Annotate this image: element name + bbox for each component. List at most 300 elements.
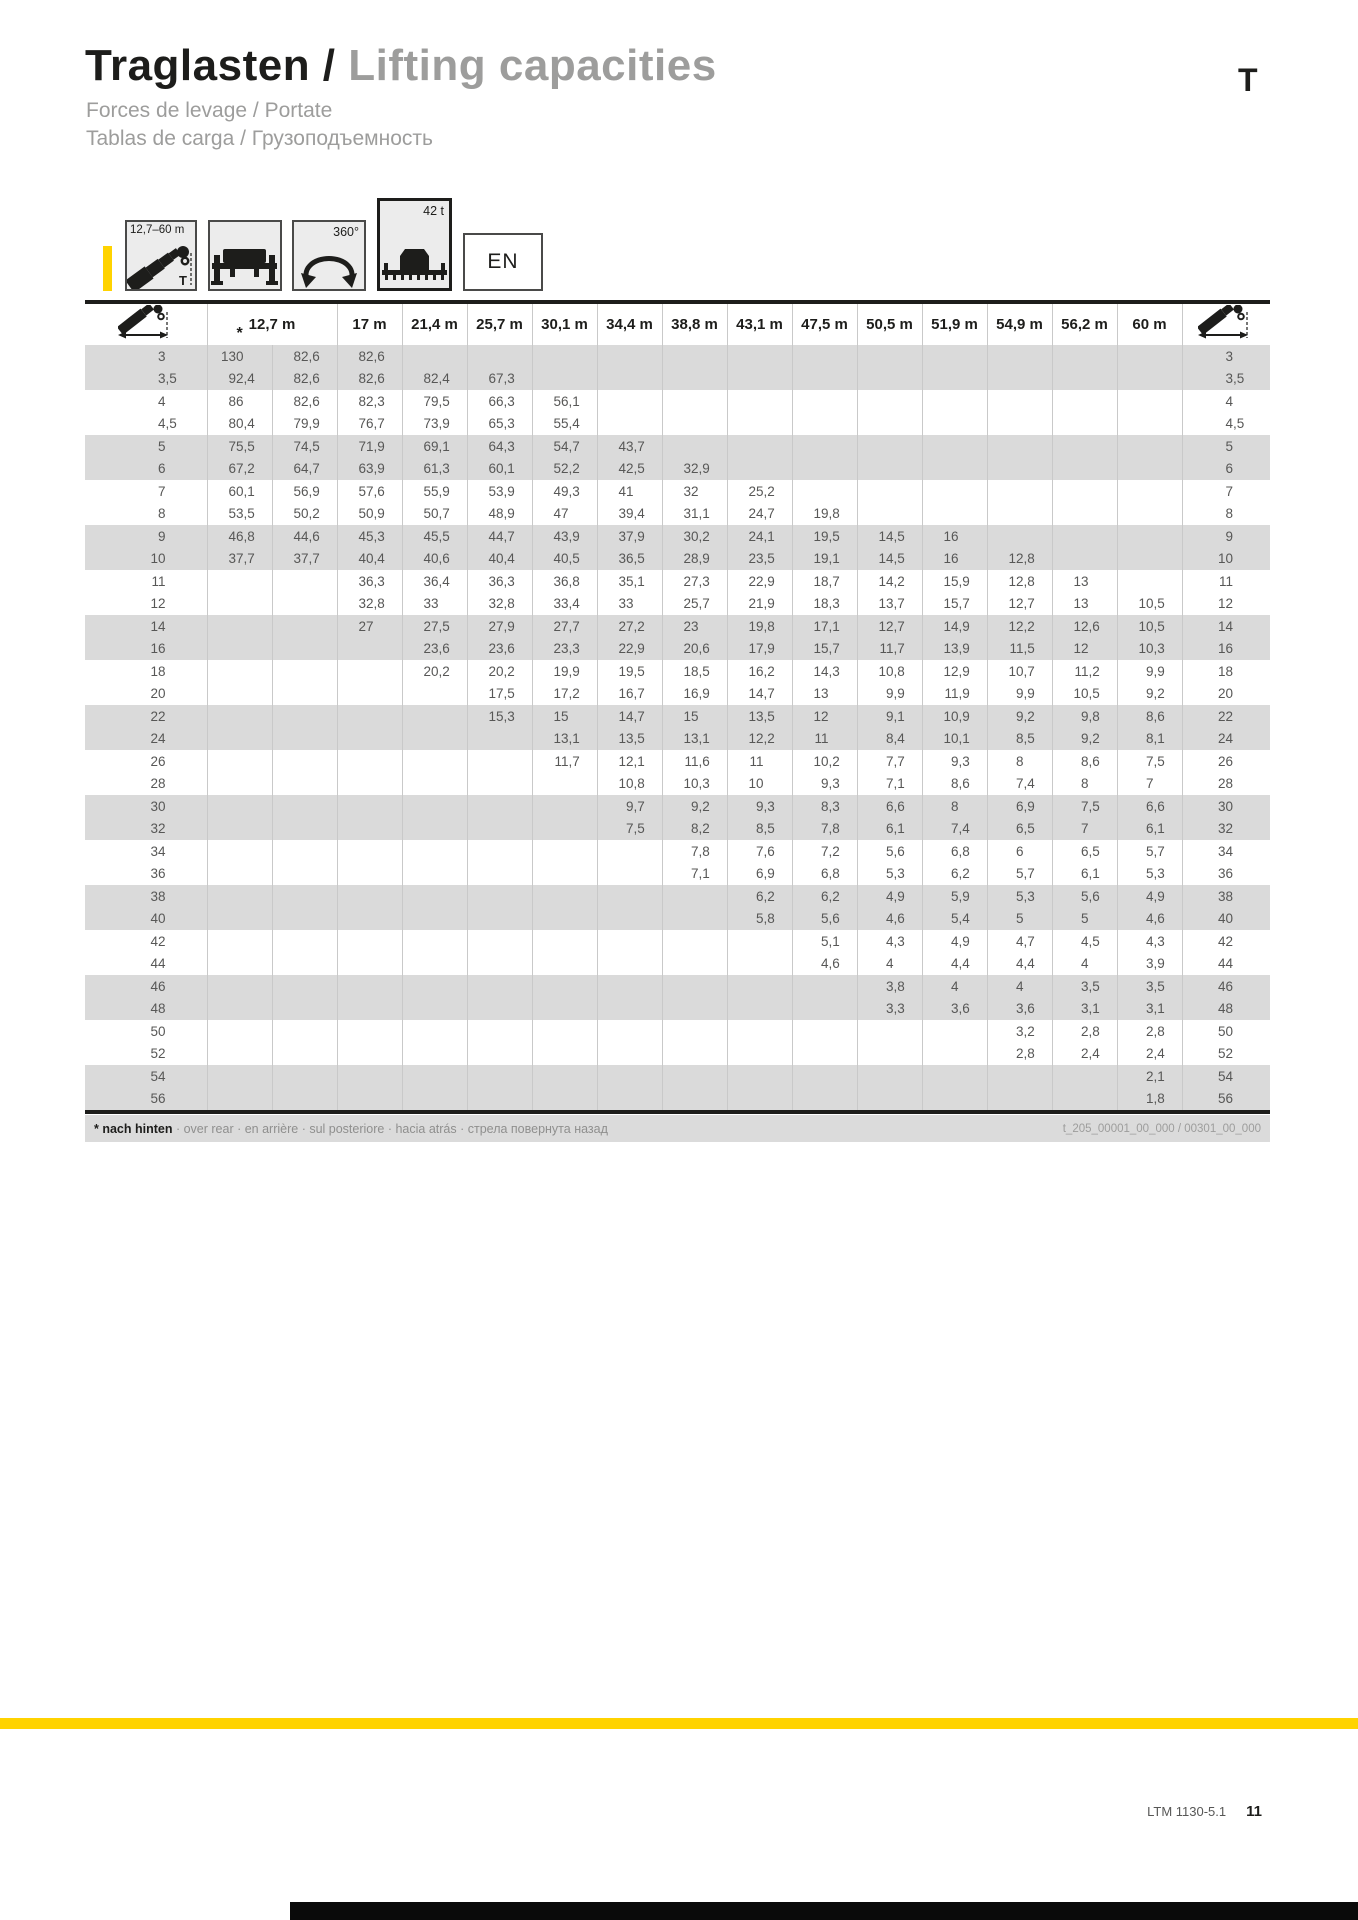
capacity-cell: 19 ,8 [792, 503, 857, 526]
capacity-cell [662, 435, 727, 458]
capacity-cell: 9 ,3 [792, 773, 857, 796]
capacity-cell: 5 ,7 [987, 863, 1052, 886]
radius-cell-right: 50 [1182, 1020, 1270, 1043]
capacity-cell [597, 930, 662, 953]
capacity-cell: 8 ,6 [1117, 705, 1182, 728]
capacity-cell [662, 930, 727, 953]
table-row [85, 638, 1270, 661]
capacity-cell: 86 [207, 390, 272, 413]
capacity-cell: 33 [597, 593, 662, 616]
table-row [85, 773, 1270, 796]
capacity-cell: 5 ,9 [922, 885, 987, 908]
capacity-cell [402, 795, 467, 818]
capacity-cell [272, 795, 337, 818]
radius-cell-left: 28 [150, 776, 166, 791]
capacity-cell [662, 1065, 727, 1088]
capacity-cell: 8 ,2 [662, 818, 727, 841]
capacity-cell: 8 ,1 [1117, 728, 1182, 751]
capacity-cell [1117, 480, 1182, 503]
capacity-cell: 44 ,6 [272, 525, 337, 548]
capacity-cell: 8 ,3 [792, 795, 857, 818]
radius-cell-left: 4 ,5 [157, 416, 177, 431]
capacity-cell [272, 818, 337, 841]
radius-cell-right: 56 [1182, 1088, 1270, 1113]
capacity-cell: 22 ,9 [597, 638, 662, 661]
capacity-cell [1052, 1065, 1117, 1088]
capacity-cell: 10 ,5 [1117, 615, 1182, 638]
capacity-cell [532, 975, 597, 998]
capacity-cell [207, 1088, 272, 1113]
capacity-cell [467, 773, 532, 796]
radius-cell-left: 20 [150, 686, 166, 701]
radius-cell-left: 56 [85, 1088, 207, 1113]
capacity-cell: 73 ,9 [402, 413, 467, 436]
capacity-cell [467, 1065, 532, 1088]
capacity-cell [272, 593, 337, 616]
capacity-cell [402, 683, 467, 706]
capacity-cell: 10 ,3 [1117, 638, 1182, 661]
radius-cell-right: 54 [1182, 1065, 1270, 1088]
capacity-cell [402, 818, 467, 841]
capacity-cell: 36 ,4 [402, 570, 467, 593]
capacity-cell: 13 ,7 [857, 593, 922, 616]
capacity-cell [597, 975, 662, 998]
rotation-label: 360° [333, 225, 359, 239]
capacity-cell [467, 1088, 532, 1113]
capacity-cell: 20 ,2 [467, 660, 532, 683]
radius-cell-right: 7 [1182, 480, 1270, 503]
capacity-cell [792, 975, 857, 998]
capacity-cell [792, 458, 857, 481]
capacity-cell: 24 ,7 [727, 503, 792, 526]
table-row [85, 818, 1270, 841]
capacity-cell: 3 ,5 [1117, 975, 1182, 998]
page-subtitle-es-ru: Tablas de carga / Грузоподъемность [86, 127, 433, 150]
capacity-cell [662, 390, 727, 413]
capacity-cell: 7 [1052, 818, 1117, 841]
column-header: 34,4 m [597, 302, 662, 345]
capacity-cell: 15 ,7 [792, 638, 857, 661]
capacity-cell: 16 [922, 525, 987, 548]
capacity-cell [1117, 435, 1182, 458]
radius-cell-left: 38 [85, 885, 207, 908]
capacity-cell [922, 368, 987, 391]
radius-cell-right: 38 [1182, 885, 1270, 908]
capacity-cell [467, 818, 532, 841]
capacity-cell [272, 908, 337, 931]
capacity-cell: 53 ,5 [207, 503, 272, 526]
capacity-cell [272, 975, 337, 998]
capacity-cell: 2 ,1 [1117, 1065, 1182, 1088]
capacity-cell [597, 1020, 662, 1043]
capacity-cell: 48 ,9 [467, 503, 532, 526]
capacity-cell [727, 1043, 792, 1066]
capacity-cell: 13 [1052, 570, 1117, 593]
capacity-cell: 10 ,5 [1117, 593, 1182, 616]
capacity-cell: 14 ,3 [792, 660, 857, 683]
capacity-cell: 50 ,2 [272, 503, 337, 526]
radius-cell-right: 32 [1182, 818, 1270, 841]
capacity-cell [337, 840, 402, 863]
capacity-cell [337, 638, 402, 661]
capacity-cell: 11 ,9 [922, 683, 987, 706]
capacity-cell [402, 885, 467, 908]
radius-cell-right: 11 [1182, 570, 1270, 593]
capacity-cell [337, 998, 402, 1021]
table-row [85, 1020, 1270, 1043]
table-row [85, 390, 1270, 413]
capacity-cell [337, 818, 402, 841]
capacity-cell [727, 1020, 792, 1043]
capacity-cell [662, 908, 727, 931]
footnote [94, 1122, 608, 1136]
table-row [85, 593, 1270, 616]
capacity-cell [207, 885, 272, 908]
section-letter: T [1238, 62, 1258, 98]
capacity-cell: 10 ,3 [662, 773, 727, 796]
radius-cell-right: 6 [1182, 458, 1270, 481]
capacity-cell [597, 390, 662, 413]
capacity-cell [1052, 390, 1117, 413]
capacity-cell [792, 368, 857, 391]
capacity-cell: 45 ,5 [402, 525, 467, 548]
capacity-cell: 46 ,8 [207, 525, 272, 548]
capacity-cell [792, 480, 857, 503]
capacity-cell [1052, 413, 1117, 436]
radius-cell-left: 40 [85, 908, 207, 931]
capacity-cell: 7 ,6 [727, 840, 792, 863]
capacity-cell: 55 ,9 [402, 480, 467, 503]
table-row [85, 480, 1270, 503]
capacity-cell [272, 683, 337, 706]
capacity-cell [857, 368, 922, 391]
capacity-cell: 54 ,7 [532, 435, 597, 458]
capacity-cell: 9 ,2 [662, 795, 727, 818]
capacity-cell [207, 1020, 272, 1043]
capacity-cell: 22 ,9 [727, 570, 792, 593]
capacity-cell [532, 795, 597, 818]
capacity-cell [922, 1065, 987, 1088]
capacity-cell [987, 458, 1052, 481]
capacity-cell: 82 ,6 [337, 368, 402, 391]
capacity-cell: 7 ,5 [1052, 795, 1117, 818]
capacity-cell: 12 ,8 [987, 548, 1052, 571]
capacity-cell: 39 ,4 [597, 503, 662, 526]
capacity-cell: 13 [1052, 593, 1117, 616]
capacity-cell [207, 705, 272, 728]
capacity-cell: 42 ,5 [597, 458, 662, 481]
capacity-cell: 55 ,4 [532, 413, 597, 436]
capacity-cell: 11 ,2 [1052, 660, 1117, 683]
table-row [85, 1065, 1270, 1088]
capacity-cell: 15 ,9 [922, 570, 987, 593]
capacity-cell: 4 [857, 953, 922, 976]
radius-cell-right: 26 [1182, 750, 1270, 773]
radius-cell-left: 48 [85, 998, 207, 1021]
capacity-cell: 8 ,6 [1052, 750, 1117, 773]
capacity-cell: 4 ,3 [857, 930, 922, 953]
capacity-cell [467, 885, 532, 908]
capacity-cell: 36 ,8 [532, 570, 597, 593]
capacity-cell [272, 930, 337, 953]
capacity-cell: 16 ,7 [597, 683, 662, 706]
radius-cell-left: 6 [85, 458, 207, 481]
counterweight-icon [377, 198, 452, 291]
capacity-cell [272, 750, 337, 773]
capacity-cell: 9 ,9 [857, 683, 922, 706]
capacity-cell: 45 ,3 [337, 525, 402, 548]
footnote-bold: * nach hinten [94, 1121, 173, 1136]
radius-cell-right: 36 [1182, 863, 1270, 886]
capacity-cell: 6 ,2 [792, 885, 857, 908]
capacity-cell: 10 [727, 773, 792, 796]
capacity-cell [272, 998, 337, 1021]
capacity-cell: 16 ,9 [662, 683, 727, 706]
capacity-cell: 4 ,9 [922, 930, 987, 953]
capacity-cell [1052, 525, 1117, 548]
capacity-cell: 3 ,3 [857, 998, 922, 1021]
capacity-cell: 5 ,8 [727, 908, 792, 931]
capacity-cell: 3 ,5 [1052, 975, 1117, 998]
capacity-cell [532, 863, 597, 886]
radius-cell-left: 14 [85, 615, 207, 638]
capacity-cell [337, 750, 402, 773]
capacity-cell [467, 930, 532, 953]
capacity-cell: 7 ,1 [662, 863, 727, 886]
capacity-cell [1052, 345, 1117, 368]
radius-header-left [85, 302, 207, 345]
boom-range-label: 12,7–60 m [130, 224, 185, 236]
capacity-cell: 5 ,6 [792, 908, 857, 931]
radius-cell-right: 3 ,5 [1182, 368, 1270, 391]
column-header: 17 m [337, 302, 402, 345]
capacity-cell [532, 1043, 597, 1066]
table-row [85, 953, 1270, 976]
table-row [85, 525, 1270, 548]
capacity-cell: 15 ,3 [467, 705, 532, 728]
radius-cell-right: 4 [1182, 390, 1270, 413]
table-row [85, 503, 1270, 526]
capacity-cell [207, 998, 272, 1021]
capacity-cell: 15 [532, 705, 597, 728]
page-title-de: Traglasten / [85, 41, 336, 90]
capacity-cell [597, 908, 662, 931]
capacity-cell [1117, 503, 1182, 526]
capacity-cell: 12 ,7 [857, 615, 922, 638]
capacity-cell: 2 ,4 [1117, 1043, 1182, 1066]
capacity-cell: 2 ,4 [1052, 1043, 1117, 1066]
capacity-cell [272, 728, 337, 751]
radius-cell-right: 48 [1182, 998, 1270, 1021]
capacity-cell: 15 [662, 705, 727, 728]
radius-cell-right: 42 [1182, 930, 1270, 953]
capacity-cell: 5 ,3 [987, 885, 1052, 908]
capacity-cell: 27 ,9 [467, 615, 532, 638]
capacity-cell [727, 953, 792, 976]
capacity-cell [207, 840, 272, 863]
capacity-cell [337, 728, 402, 751]
capacity-cell [662, 1088, 727, 1113]
capacity-cell [727, 345, 792, 368]
capacity-cell: 74 ,5 [272, 435, 337, 458]
capacity-cell: 13 ,9 [922, 638, 987, 661]
radius-cell-left: 5 [85, 435, 207, 458]
capacity-cell [272, 953, 337, 976]
capacity-cell: 36 ,5 [597, 548, 662, 571]
capacity-cell: 9 ,9 [987, 683, 1052, 706]
crane-model: LTM 1130-5.1 [1147, 1804, 1227, 1819]
radius-header-right [1182, 302, 1270, 345]
radius-cell-left: 54 [85, 1065, 207, 1088]
column-header: 50,5 m [857, 302, 922, 345]
capacity-cell [922, 390, 987, 413]
capacity-cell: 17 ,1 [792, 615, 857, 638]
radius-cell-left: 16 [85, 638, 207, 661]
capacity-cell [337, 1020, 402, 1043]
capacity-cell: 61 ,3 [402, 458, 467, 481]
capacity-cell [987, 345, 1052, 368]
capacity-cell: 30 ,2 [662, 525, 727, 548]
capacity-cell [337, 1043, 402, 1066]
capacity-cell: 24 ,1 [727, 525, 792, 548]
capacity-cell: 19 ,8 [727, 615, 792, 638]
radius-cell-left: 7 [157, 483, 166, 499]
capacity-cell [662, 953, 727, 976]
column-header: 30,1 m [532, 302, 597, 345]
capacity-cell: 12 ,8 [987, 570, 1052, 593]
capacity-cell: 82 ,6 [337, 345, 402, 368]
capacity-cell [207, 615, 272, 638]
table-row [85, 458, 1270, 481]
language-box [463, 233, 543, 291]
capacity-cell [727, 1065, 792, 1088]
capacity-cell: 43 ,9 [532, 525, 597, 548]
capacity-cell [207, 683, 272, 706]
capacity-cell [337, 863, 402, 886]
capacity-cell [792, 413, 857, 436]
capacity-cell [857, 1088, 922, 1113]
capacity-cell [532, 773, 597, 796]
capacity-cell: 7 ,2 [792, 840, 857, 863]
capacity-cell [597, 1043, 662, 1066]
capacity-cell: 60 ,1 [467, 458, 532, 481]
capacity-cell: 12 ,2 [727, 728, 792, 751]
capacity-cell: 11 [727, 750, 792, 773]
capacity-cell: 11 ,7 [532, 750, 597, 773]
capacity-cell [207, 1043, 272, 1066]
table-row [85, 728, 1270, 751]
capacity-cell [597, 1065, 662, 1088]
capacity-cell: 69 ,1 [402, 435, 467, 458]
capacity-cell [207, 570, 272, 593]
radius-cell-right: 20 [1182, 683, 1270, 706]
capacity-cell: 57 ,6 [337, 480, 402, 503]
radius-cell-left: 44 [150, 956, 166, 971]
capacity-cell: 23 ,3 [532, 638, 597, 661]
capacity-cell [337, 908, 402, 931]
capacity-cell [987, 435, 1052, 458]
capacity-cell: 13 ,5 [597, 728, 662, 751]
capacity-cell [662, 345, 727, 368]
capacity-cell [662, 413, 727, 436]
capacity-cell: 4 ,5 [1052, 930, 1117, 953]
capacity-cell: 11 ,7 [857, 638, 922, 661]
capacity-cell: 6 ,9 [727, 863, 792, 886]
table-row [85, 863, 1270, 886]
capacity-cell: 15 ,7 [922, 593, 987, 616]
capacity-cell: 79 ,5 [402, 390, 467, 413]
capacity-cell: 64 ,3 [467, 435, 532, 458]
capacity-cell: 82 ,4 [402, 368, 467, 391]
capacity-cell: 2 ,8 [987, 1043, 1052, 1066]
capacity-cell [727, 435, 792, 458]
capacity-cell [532, 885, 597, 908]
capacity-cell [662, 1020, 727, 1043]
capacity-cell: 5 ,6 [857, 840, 922, 863]
capacity-cell: 27 ,7 [532, 615, 597, 638]
capacity-cell: 27 ,2 [597, 615, 662, 638]
capacity-cell: 27 [337, 615, 402, 638]
radius-cell-right: 30 [1182, 795, 1270, 818]
capacity-cell [662, 368, 727, 391]
capacity-cell [532, 953, 597, 976]
capacity-cell [337, 975, 402, 998]
capacity-cell [337, 1088, 402, 1113]
table-row [85, 840, 1270, 863]
capacity-cell [597, 885, 662, 908]
capacity-cell [272, 1020, 337, 1043]
yellow-divider-bar [0, 1718, 1358, 1729]
capacity-cell [857, 1020, 922, 1043]
radius-cell-right: 16 [1182, 638, 1270, 661]
capacity-cell: 14 ,5 [857, 525, 922, 548]
capacity-cell: 12 [1052, 638, 1117, 661]
capacity-cell: 11 ,6 [662, 750, 727, 773]
table-row [85, 435, 1270, 458]
capacity-cell [337, 795, 402, 818]
capacity-cell [792, 435, 857, 458]
rotation-arrows-glyph [294, 241, 364, 289]
capacity-cell: 20 ,6 [662, 638, 727, 661]
capacity-cell [337, 1065, 402, 1088]
table-row [85, 930, 1270, 953]
capacity-cell: 10 ,1 [922, 728, 987, 751]
capacity-cell: 67 ,3 [467, 368, 532, 391]
capacity-cell [467, 795, 532, 818]
capacity-cell: 130 [207, 345, 272, 368]
capacity-cell [402, 1020, 467, 1043]
table-row [85, 570, 1270, 593]
capacity-cell: 5 ,1 [792, 930, 857, 953]
capacity-cell: 60 ,1 [207, 480, 272, 503]
capacity-cell [987, 503, 1052, 526]
capacity-cell: 23 ,5 [727, 548, 792, 571]
radius-cell-left: 10 [85, 548, 207, 571]
capacity-cell: 40 ,4 [467, 548, 532, 571]
capacity-cell [1117, 413, 1182, 436]
capacity-cell: 23 [662, 615, 727, 638]
capacity-cell: 79 ,9 [272, 413, 337, 436]
table-row [85, 908, 1270, 931]
capacity-cell: 18 ,7 [792, 570, 857, 593]
table-row [85, 1043, 1270, 1066]
capacity-cell [597, 345, 662, 368]
capacity-cell: 17 ,5 [467, 683, 532, 706]
column-header: 38,8 m [662, 302, 727, 345]
capacity-cell [922, 1043, 987, 1066]
capacity-cell: 12 [792, 705, 857, 728]
capacity-cell: 5 ,6 [1052, 885, 1117, 908]
